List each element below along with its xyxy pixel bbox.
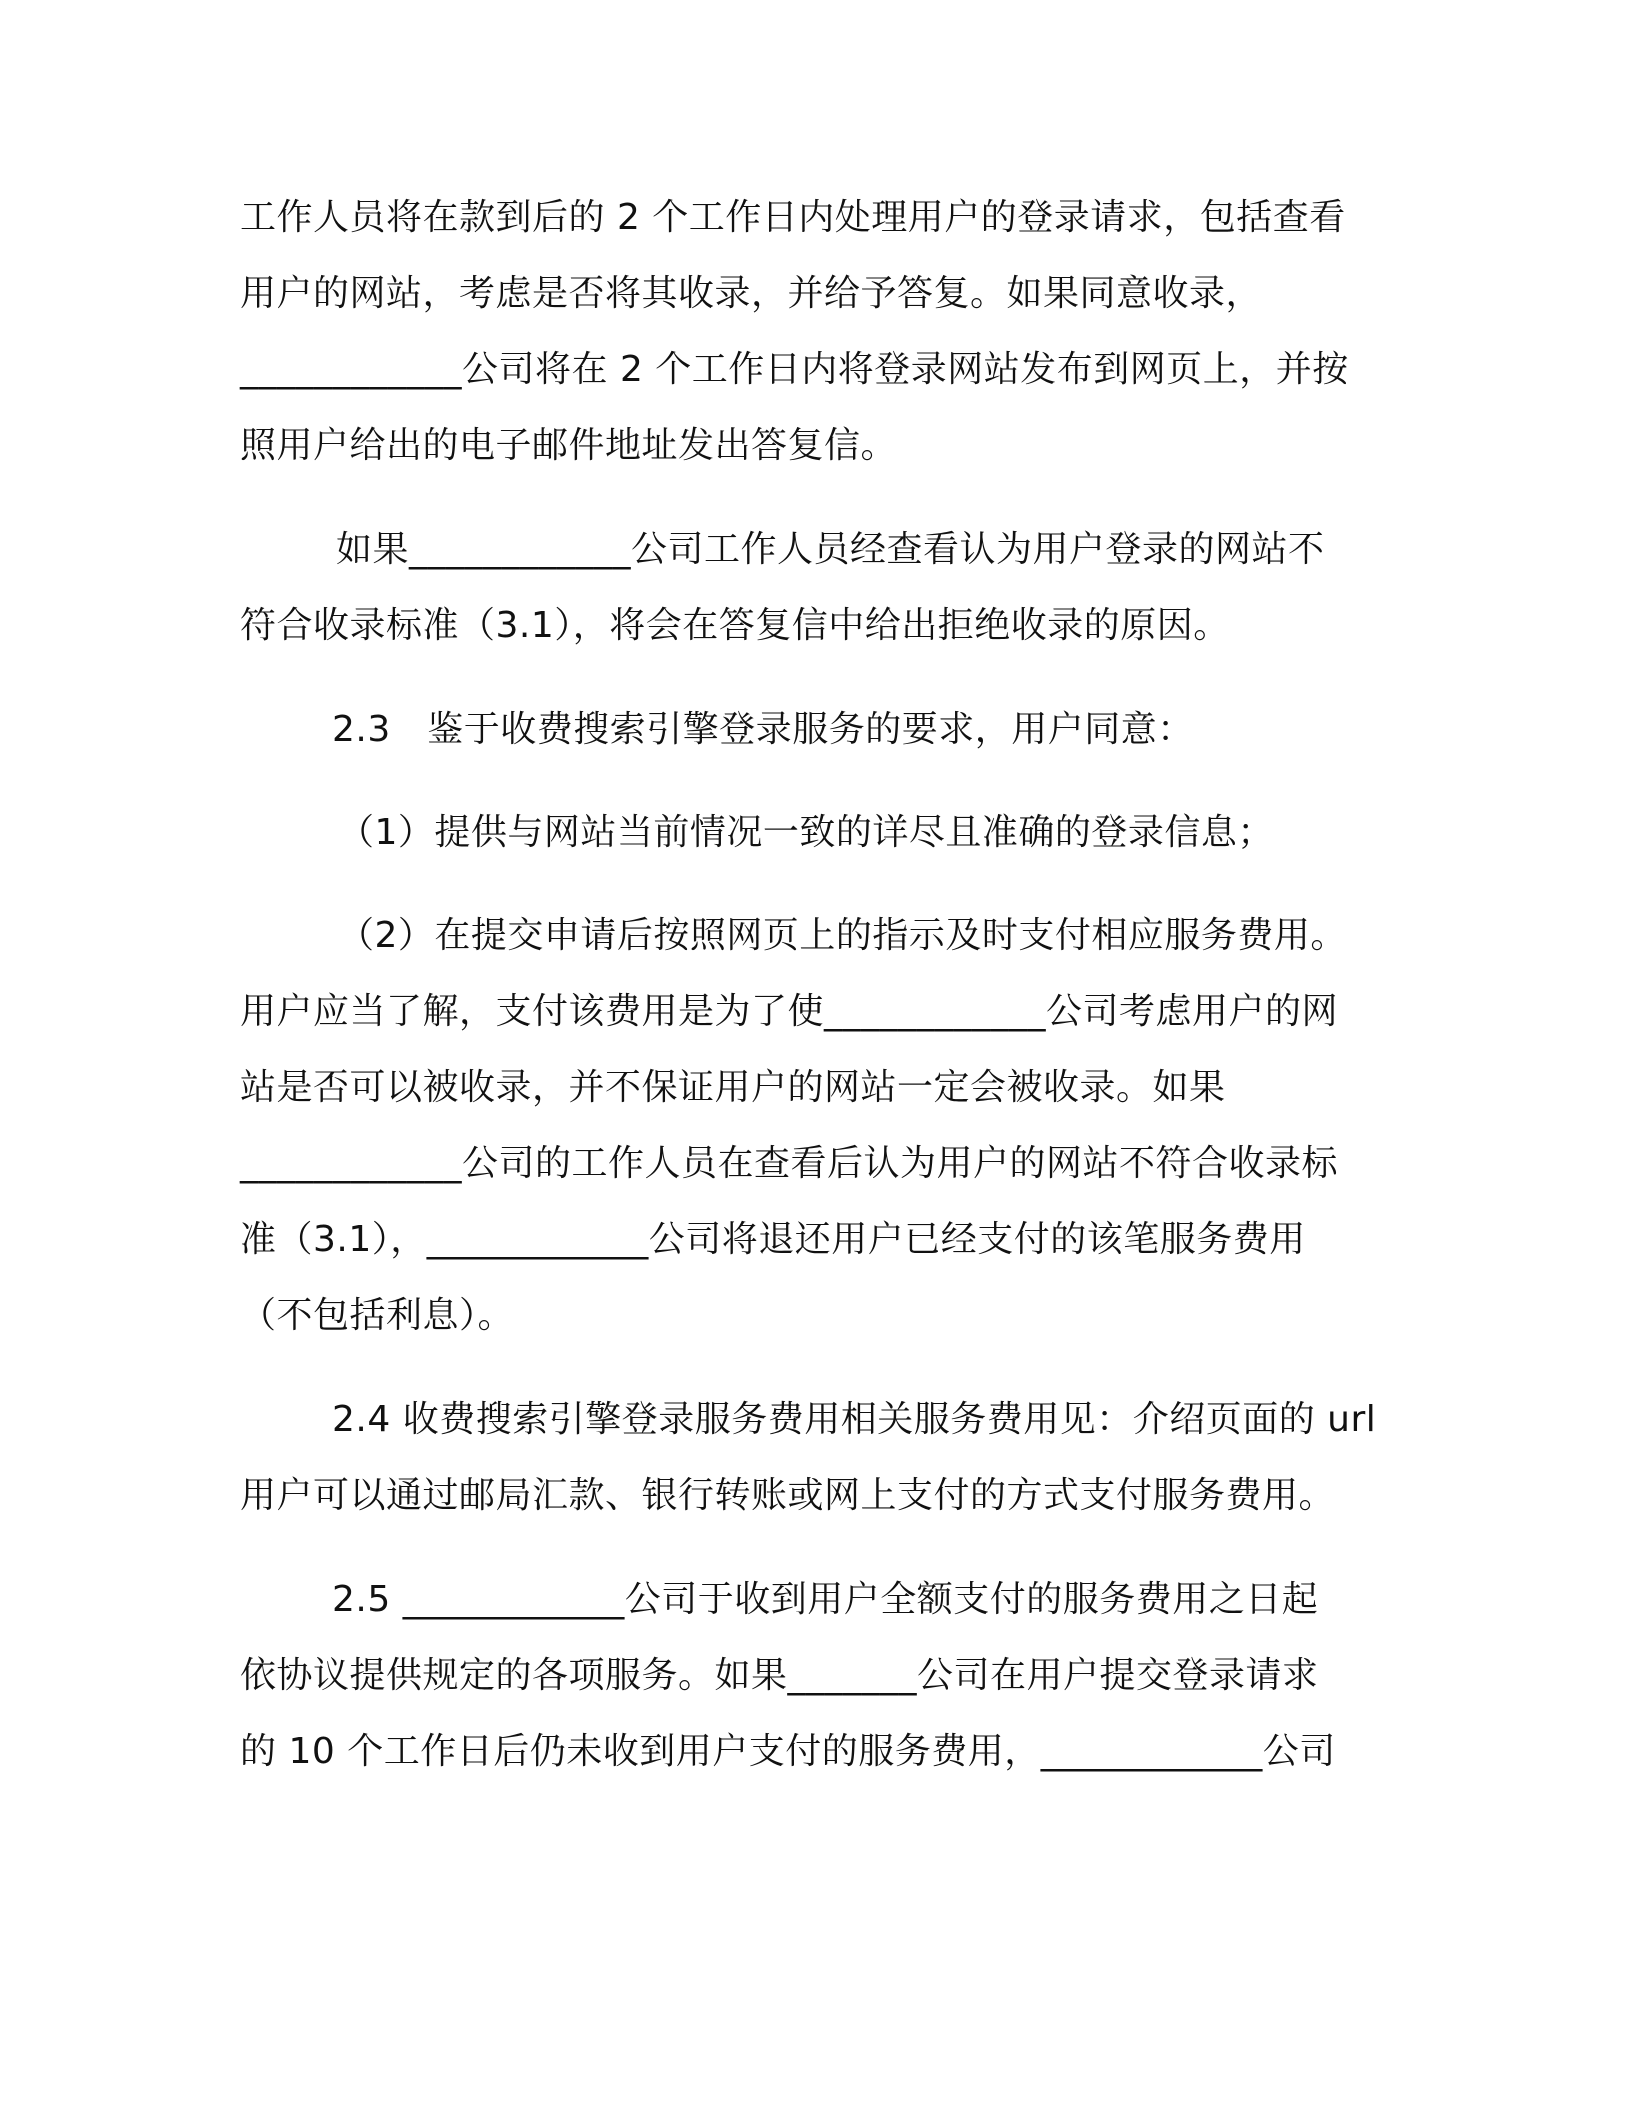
text-line-7: 2.3 鉴于收费搜索引擎登录服务的要求，用户同意：	[332, 709, 1194, 750]
text-line-6: 符合收录标准（3.1），将会在答复信中给出拒绝收录的原因。	[240, 605, 1230, 646]
text-line-10: 用户应当了解，支付该费用是为了使____________公司考虑用户的网	[240, 991, 1339, 1032]
text-line-15: 2.4 收费搜索引擎登录服务费用相关服务费用见：介绍页面的 url	[332, 1399, 1377, 1440]
text-line-13: 准（3.1），____________公司将退还用户已经支付的该笔服务费用	[240, 1219, 1306, 1260]
text-line-1: 工作人员将在款到后的 2 个工作日内处理用户的登录请求，包括查看	[240, 197, 1346, 238]
text-line-18: 依协议提供规定的各项服务。如果_______公司在用户提交登录请求	[240, 1655, 1319, 1696]
text-line-19: 的 10 个工作日后仍未收到用户支付的服务费用，____________公司	[240, 1731, 1336, 1772]
text-line-16: 用户可以通过邮局汇款、银行转账或网上支付的方式支付服务费用。	[240, 1475, 1336, 1516]
text-line-2: 用户的网站，考虑是否将其收录，并给予答复。如果同意收录，	[240, 273, 1263, 314]
text-line-8: （1）提供与网站当前情况一致的详尽且准确的登录信息；	[338, 812, 1274, 853]
text-line-5: 如果____________公司工作人员经查看认为用户登录的网站不	[336, 529, 1325, 570]
text-line-11: 站是否可以被收录，并不保证用户的网站一定会被收录。如果	[240, 1067, 1226, 1108]
text-line-17: 2.5 ____________公司于收到用户全额支付的服务费用之日起	[332, 1579, 1319, 1620]
text-line-14: （不包括利息）。	[240, 1295, 515, 1336]
text-line-4: 照用户给出的电子邮件地址发出答复信。	[240, 425, 898, 466]
text-line-3: ____________公司将在 2 个工作日内将登录网站发布到网页上，并按	[240, 349, 1349, 390]
text-line-12: ____________公司的工作人员在查看后认为用户的网站不符合收录标	[240, 1143, 1339, 1184]
text-line-9: （2）在提交申请后按照网页上的指示及时支付相应服务费用。	[338, 915, 1347, 956]
